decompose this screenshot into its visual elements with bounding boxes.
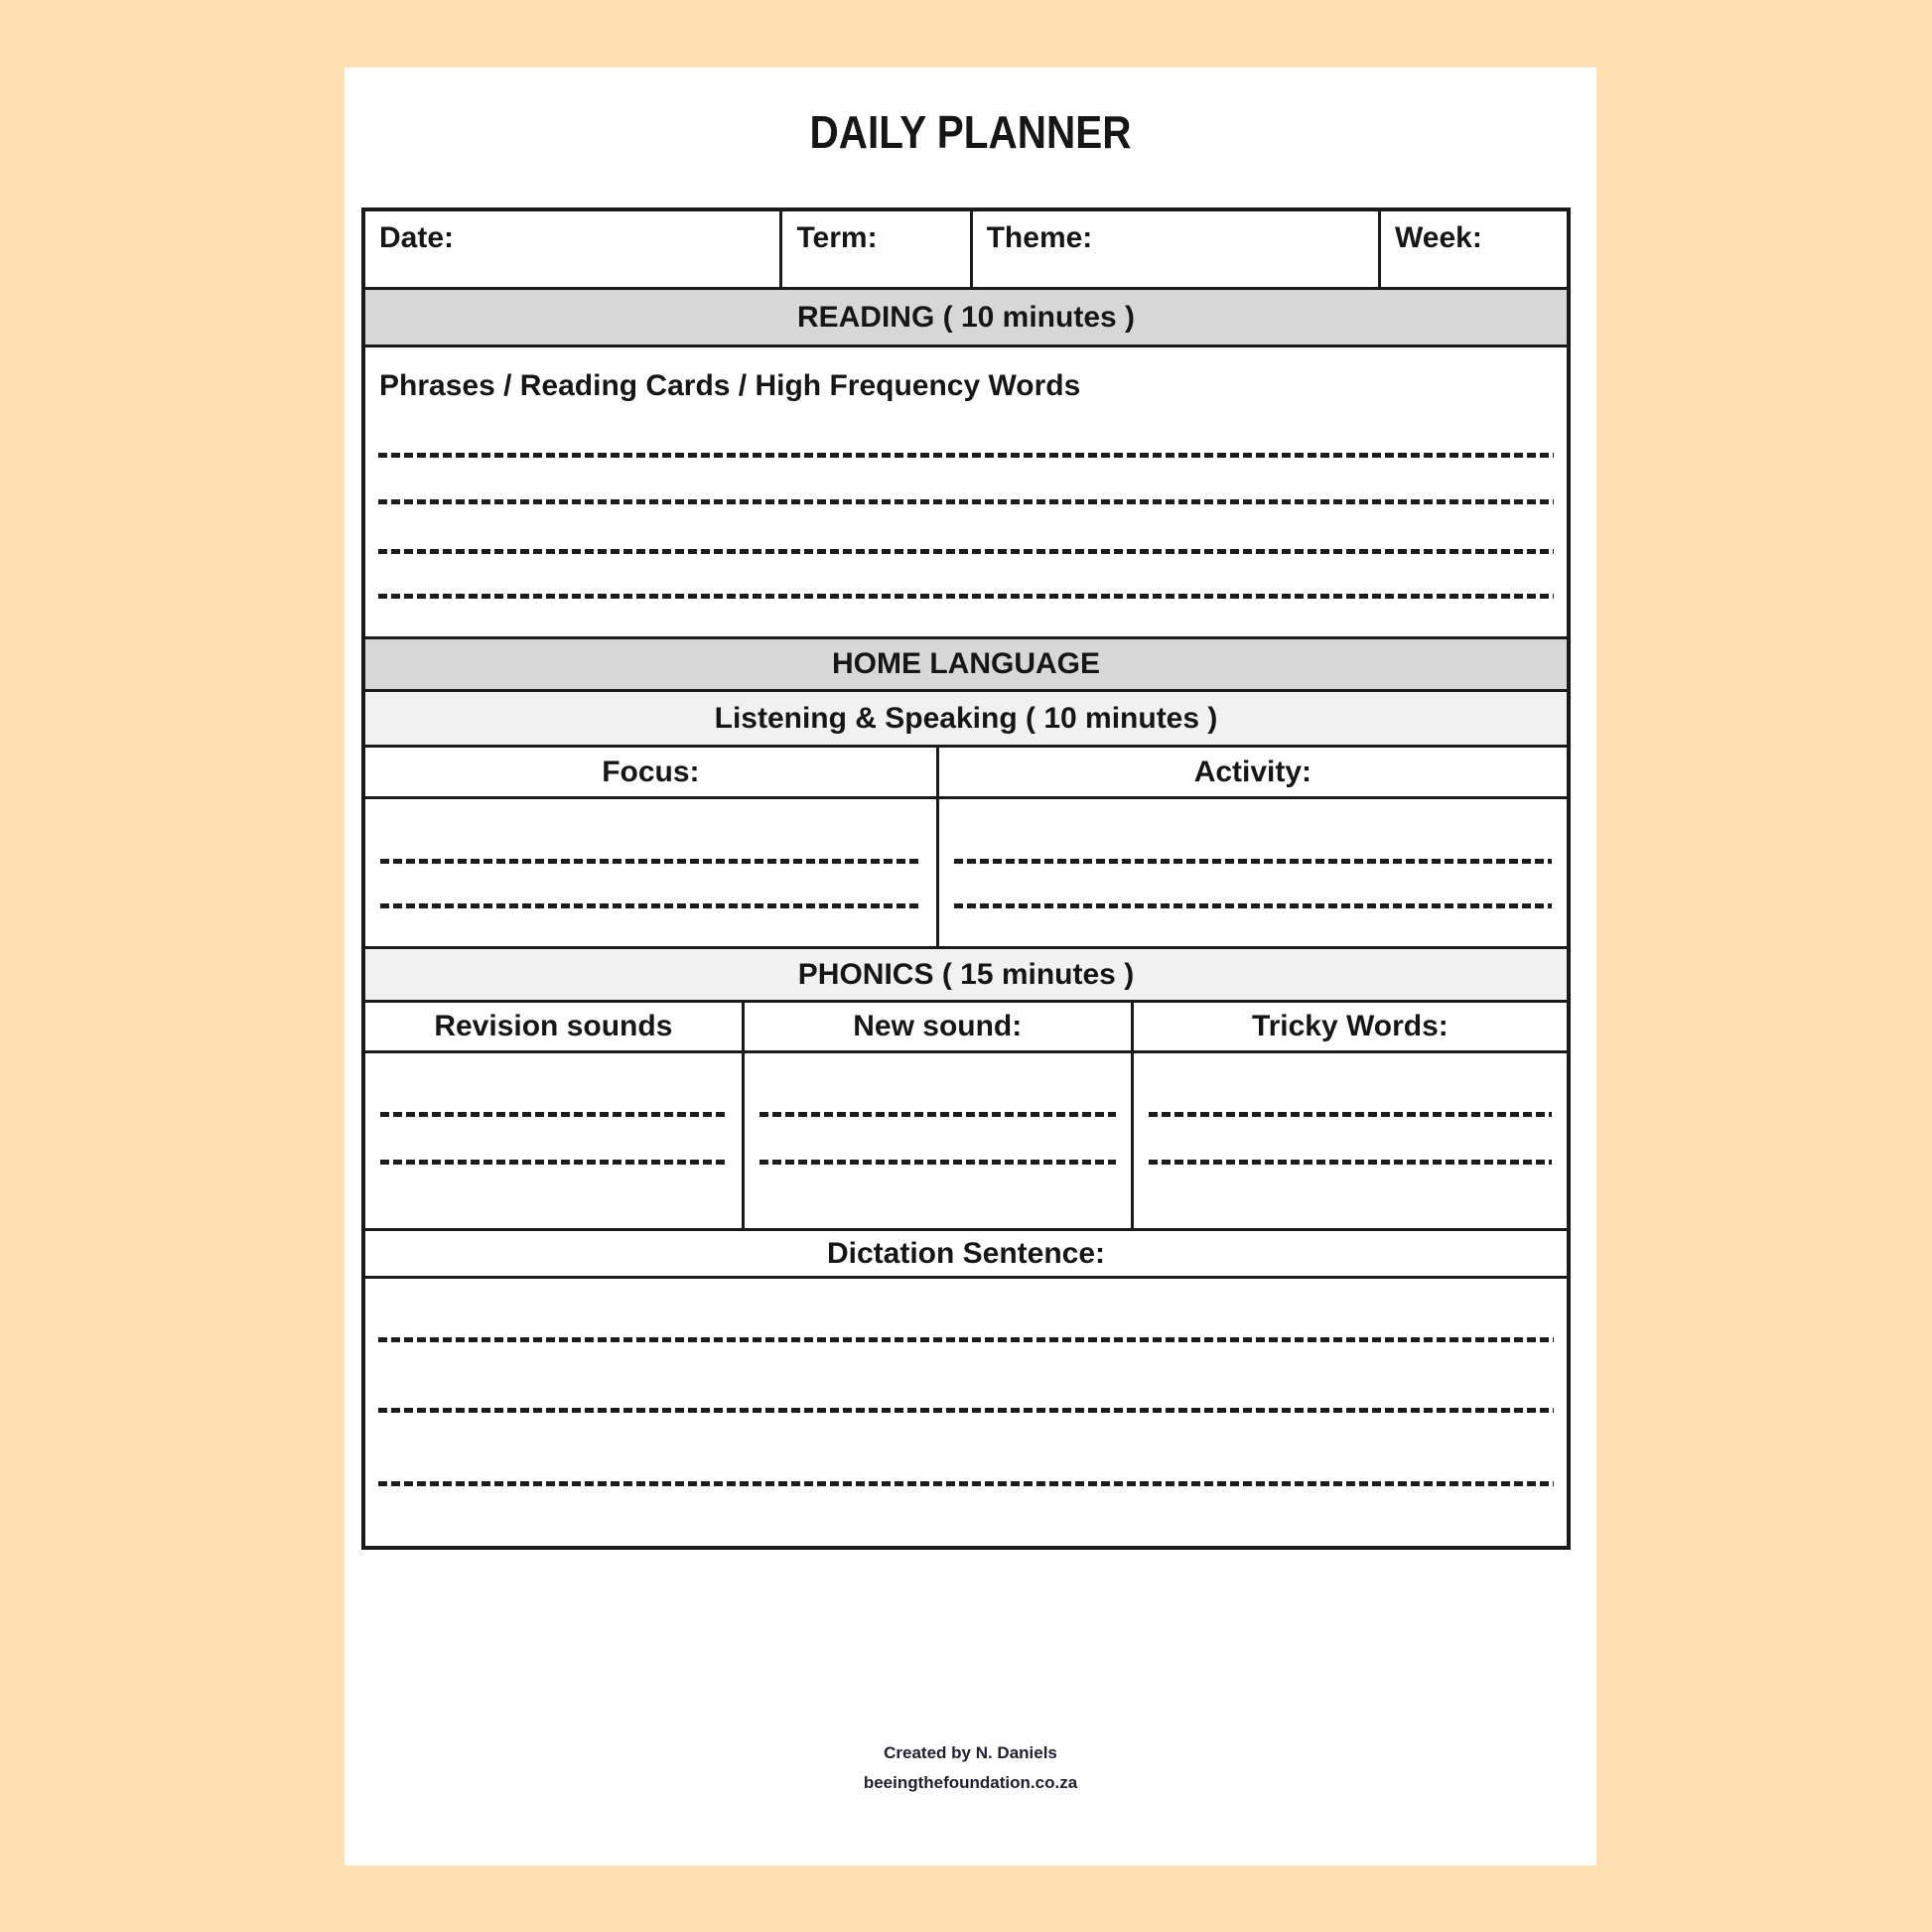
footer-credit: Created by N. Daniels	[884, 1743, 1057, 1762]
activity-label: Activity:	[1193, 755, 1312, 788]
home-language-section-header	[365, 636, 1567, 689]
activity-header-cell	[936, 748, 1567, 796]
write-line	[378, 499, 1554, 504]
write-line	[954, 903, 1552, 908]
info-row	[365, 211, 1567, 287]
write-line	[378, 1408, 1554, 1413]
phonics-header-row	[365, 1000, 1567, 1050]
theme-label: Theme:	[986, 221, 1093, 254]
write-line	[1149, 1112, 1552, 1117]
focus-activity-header-row	[365, 745, 1567, 796]
write-line	[378, 453, 1554, 458]
new-sound-body-cell	[742, 1053, 1131, 1228]
new-sound-header-cell	[742, 1003, 1131, 1050]
focus-label: Focus:	[602, 755, 700, 788]
focus-activity-body-row	[365, 796, 1567, 946]
listening-speaking-header	[365, 689, 1567, 745]
phonics-section-header	[365, 946, 1567, 1000]
reading-section-body	[365, 345, 1567, 636]
activity-body-cell	[936, 799, 1567, 946]
new-sound-label: New sound:	[853, 1010, 1023, 1042]
page-title: DAILY PLANNER	[809, 106, 1132, 158]
term-field	[779, 211, 969, 287]
dictation-label: Dictation Sentence:	[826, 1236, 1106, 1270]
theme-field	[970, 211, 1378, 287]
listening-speaking-label: Listening & Speaking ( 10 minutes )	[714, 701, 1218, 735]
dictation-header-row	[365, 1228, 1567, 1276]
tricky-words-body-cell	[1131, 1053, 1567, 1228]
reading-prompt-label: Phrases / Reading Cards / High Frequency Words	[379, 369, 1081, 402]
write-line	[759, 1160, 1116, 1165]
home-language-band-label: HOME LANGUAGE	[832, 647, 1100, 680]
tricky-words-label: Tricky Words:	[1251, 1010, 1449, 1042]
write-line	[380, 1160, 727, 1165]
focus-body-cell	[365, 799, 936, 946]
write-line	[380, 859, 921, 864]
write-line	[378, 1337, 1554, 1342]
revision-sounds-label: Revision sounds	[434, 1010, 673, 1042]
term-label: Term:	[796, 221, 878, 254]
revision-sounds-body-cell	[365, 1053, 742, 1228]
reading-section-header	[365, 287, 1567, 345]
week-field	[1378, 211, 1567, 287]
date-field	[365, 211, 779, 287]
write-line	[954, 859, 1552, 864]
planner-page	[345, 68, 1596, 1865]
phonics-body-row	[365, 1050, 1567, 1228]
write-line	[378, 549, 1554, 554]
dictation-body-row	[365, 1276, 1567, 1546]
week-label: Week:	[1395, 221, 1482, 254]
write-line	[380, 903, 921, 908]
phonics-band-label: PHONICS ( 15 minutes )	[797, 957, 1135, 991]
write-line	[378, 594, 1554, 599]
write-line	[759, 1112, 1116, 1117]
planner-table	[361, 207, 1571, 1550]
write-line	[380, 1112, 727, 1117]
date-label: Date:	[379, 221, 455, 254]
revision-sounds-header-cell	[365, 1003, 742, 1050]
tricky-words-header-cell	[1131, 1003, 1567, 1050]
write-line	[1149, 1160, 1552, 1165]
focus-header-cell	[365, 748, 936, 796]
write-line	[378, 1481, 1554, 1486]
reading-band-label: READING ( 10 minutes )	[796, 300, 1136, 334]
footer-website: beeingthefoundation.co.za	[863, 1773, 1078, 1792]
